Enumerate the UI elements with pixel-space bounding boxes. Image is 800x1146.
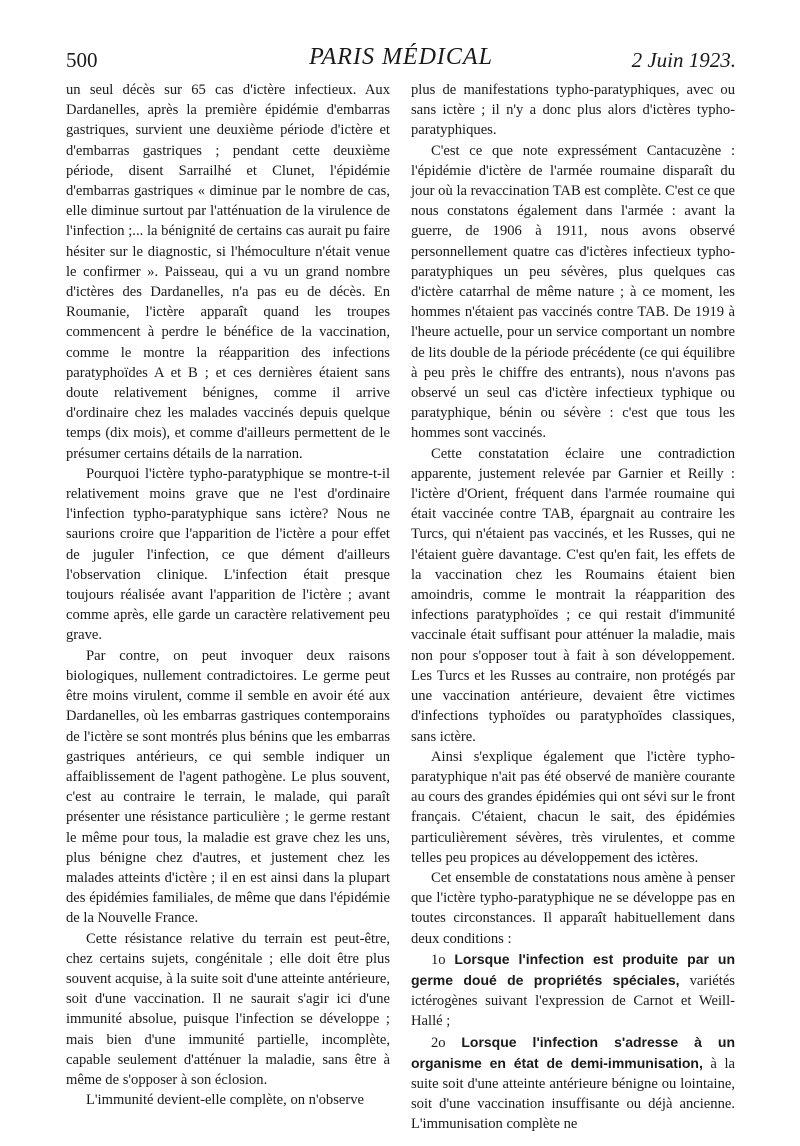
condition-paragraph [411, 949, 735, 1032]
issue-date: 2 Juin 1923. [631, 48, 736, 72]
paragraph: Pourquoi l'ictère typho-paratyphique se montre-t-il relativement moins grave que ne l'est d'ordinaire l'infection typho-paratyphique sans ictère? Nous ne saurions croire que l'apparition de l'ictère a pour effet de juguler l'infection, ce que dément d'ailleurs l'observation clinique. L'infection était presque toujours réalisée avant l'apparition de l'ictère ; avant comme après, elle garde un caractère relativement peu grave. [66, 465, 390, 644]
paragraph: Ainsi s'explique également que l'ictère typho-paratyphique n'ait pas été observé de manière courante au cours des grandes épidémies qui ont sévi sur le front français. C'étaient, chacun le sait, des épidémies particulièrement sévères, très virulentes, et comme telles peu propices au développement des ictères. [411, 748, 735, 866]
page-number: 500 [66, 48, 98, 72]
paragraph: C'est ce que note expressément Cantacuzène : l'épidémie d'ictère de l'armée roumaine disparaît du jour où la revaccination TAB est complète. C'est ce que nous constatons également dans l'armée : avant la guerre, de 1906 à 1911, nous avons observé personnellement quatre cas d'ictères infectieux typho-paratyphiques un peu sévères, plus quelques cas d'ictère catarrhal de même nature ; à ce moment, les hommes n'étaient pas vaccinés contre TAB. De 1919 à l'heure actuelle, pour un service comportant un nombre de lits double de la période précédente (ce qui équilibre à peu près le chiffre des entrants), nous n'avons pas observé un seul cas d'ictère infectieux typhique ou paratyphique, bénin ou sévère : c'est que tous les hommes sont vaccinés. [411, 142, 735, 442]
paragraph: Par contre, on peut invoquer deux raisons biologiques, nullement contradictoires. Le germe peut être moins virulent, comme il semble en avoir été aux Dardanelles, où les embarras gastriques contemporains de l'ictère se sont montrés plus bénins que les embarras gastriques antérieurs, ce qui semble indiquer un affaiblissement de l'agent pathogène. Le plus souvent, c'est au contraire le terrain, le malade, qui paraît présenter une résistance particulière ; le germe restant le même pour tous, la maladie est grave chez les uns, plus bénigne chez d'autres, et justement chez les malades atteints d'ictère ; il en est ainsi dans la plupart des épidémies familiales, de même que dans l'épidémie de la Nouvelle France. [66, 647, 390, 927]
paragraph: Cette résistance relative du terrain est peut-être, chez certains sujets, congénitale ; elle doit être plus souvent acquise, à la suite soit d'une atteinte antérieure, soit d'une vaccination. Il ne saurait s'agir ici d'une immunité absolue, puisque l'infection se développe ; mais bien d'une immunité partielle, incomplète, capable seulement d'atténuer la maladie, sans être à même de s'opposer à son éclosion. [66, 930, 390, 1088]
condition-bold-text: Lorsque l'infection est produite par un germe doué de propriétés spéciales, [411, 950, 735, 988]
condition-number: 2o [431, 1034, 446, 1051]
condition-bold-text: Lorsque l'infection s'adresse à un organisme en état de demi-immunisation, [411, 1033, 735, 1071]
paragraph: L'immunité devient-elle complète, on n'observe [86, 1092, 364, 1109]
paragraph: un seul décès sur 65 cas d'ictère infectieux. Aux Dardanelles, après la première épidémie d'embarras gastriques, survient une deuxième période d'ictère et d'embarras gastriques ; pendant cette deuxième période, disent Sarrailhé et Clunet, l'épidémie d'embarras gastriques « diminue par le nombre de cas, elle diminue surtout par l'atténuation de la virulence de l'infection ;... la bénignité de certains cas aurait pu faire hésiter sur le diagnostic, si l'hémoculture n'était venue le confirmer ». Paisseau, qui a vu un grand nombre d'ictères des Dardanelles, n'a pas eu de décès. En Roumanie, l'ictère apparaît quand les troupes commencent à perdre le bénéfice de la vaccination, comme le montre la réapparition des infections paratyphoïdes A et B ; et ces dernières étaient sans doute relativement bénignes, comme il arrive d'ordinaire chez les malades vaccinés depuis quelque temps (dix mois), et comme d'ailleurs permettent de le présumer certains détails de la narration. [66, 82, 390, 462]
journal-title: PARIS MÉDICAL [309, 44, 493, 70]
condition-number: 1o [431, 951, 446, 968]
left-column [66, 80, 390, 1120]
paragraph: Cet ensemble de constatations nous amène à penser que l'ictère typho-paratyphique ne se développe pas en toutes circonstances. Il apparaît habituellement dans deux conditions : [411, 869, 735, 947]
right-column [411, 80, 735, 1133]
page-header [66, 44, 736, 78]
condition-text: à la suite soit d'une atteinte antérieure bénigne ou lointaine, soit d'une vaccination insuffisante ou déjà ancienne. L'immunisation complète ne [411, 1055, 735, 1133]
paragraph: Cette constatation éclaire une contradiction apparente, justement relevée par Garnier et Reilly : l'ictère d'Orient, fréquent dans l'armée roumaine qui était vaccinée contre TAB, épargnait au contraire les Turcs, qui n'étaient pas vaccinés, et les Russes, qui ne l'étaient guère davantage. C'est qu'en fait, les effets de la vaccination chez les Roumains étaient bien amoindris, comme le montrait la réapparition des infections paratyphoïdes ; ce qui restait d'immunité vaccinale était suffisant pour atténuer la maladie, mais non pour s'opposer tout à fait à son développement. Les Turcs et les Russes au contraire, non protégés par une vaccination antérieure, devaient être victimes d'infections typhoïdes ou paratyphoïdes classiques, sans ictère. [411, 445, 735, 745]
condition-paragraph [411, 1032, 735, 1135]
paragraph: plus de manifestations typho-paratyphiques, avec ou sans ictère ; il n'y a donc plus alors d'ictères typho-paratyphiques. [411, 82, 735, 139]
condition-text: variétés ictérogènes suivant l'expression de Carnot et Weill-Hallé ; [411, 972, 735, 1030]
